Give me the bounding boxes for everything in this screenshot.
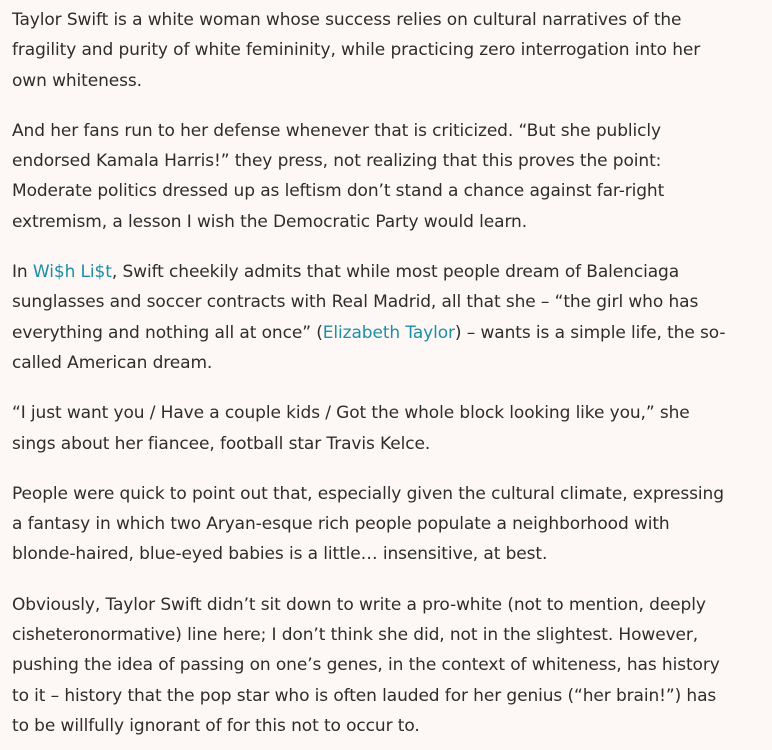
paragraph-2: And her fans run to her defense whenever that is criticized. “But she publicly endorsed Kamala Harris!” they press, not realizing that this proves the point: Moderate politics dressed up as leftism don’t stand a chance against far-right extremism, a lesson I wish the Democratic Party would learn. [12,120,665,232]
paragraph-1: Taylor Swift is a white woman whose success relies on cultural narratives of the fragility and purity of white femininity, while practicing zero interrogation into her own whiteness. [12,10,701,91]
paragraph-3-pre: In [12,262,33,283]
wish-list-link[interactable]: Wi$h Li$t [32,262,112,283]
paragraph-6: Obviously, Taylor Swift didn’t sit down to write a pro-white (not to mention, deeply cisheteronormative) line here; I don’t think she did, not in the slightest. However, pushing the idea of passing on one’s genes, in the context of whiteness, has history to it – history that the pop star who is often lauded for her genius (“her brain!”) has to be willfully ignorant of for this not to occur to. [12,594,720,736]
paragraph-3-post: ) – wants is a simple life, the so-called American dream. [12,322,726,373]
paragraph-5: People were quick to point out that, especially given the cultural climate, expressing a fantasy in which two Aryan-esque rich people populate a neighborhood with blonde-haired, blue-eyed babies is a little… insensitive, at best. [12,483,724,565]
paragraph-3 [12,257,738,378]
paragraph-4: “I just want you / Have a couple kids / Got the whole block looking like you,” she sings about her fiancee, football star Travis Kelce. [12,403,690,454]
elizabeth-taylor-link[interactable]: Elizabeth Taylor [322,322,455,343]
paragraph-3-mid: , Swift cheekily admits that while most people dream of Balenciaga sunglasses and soccer contracts with Real Madrid, all that she – “the girl who has everything and nothing all at once” ( [12,262,699,343]
